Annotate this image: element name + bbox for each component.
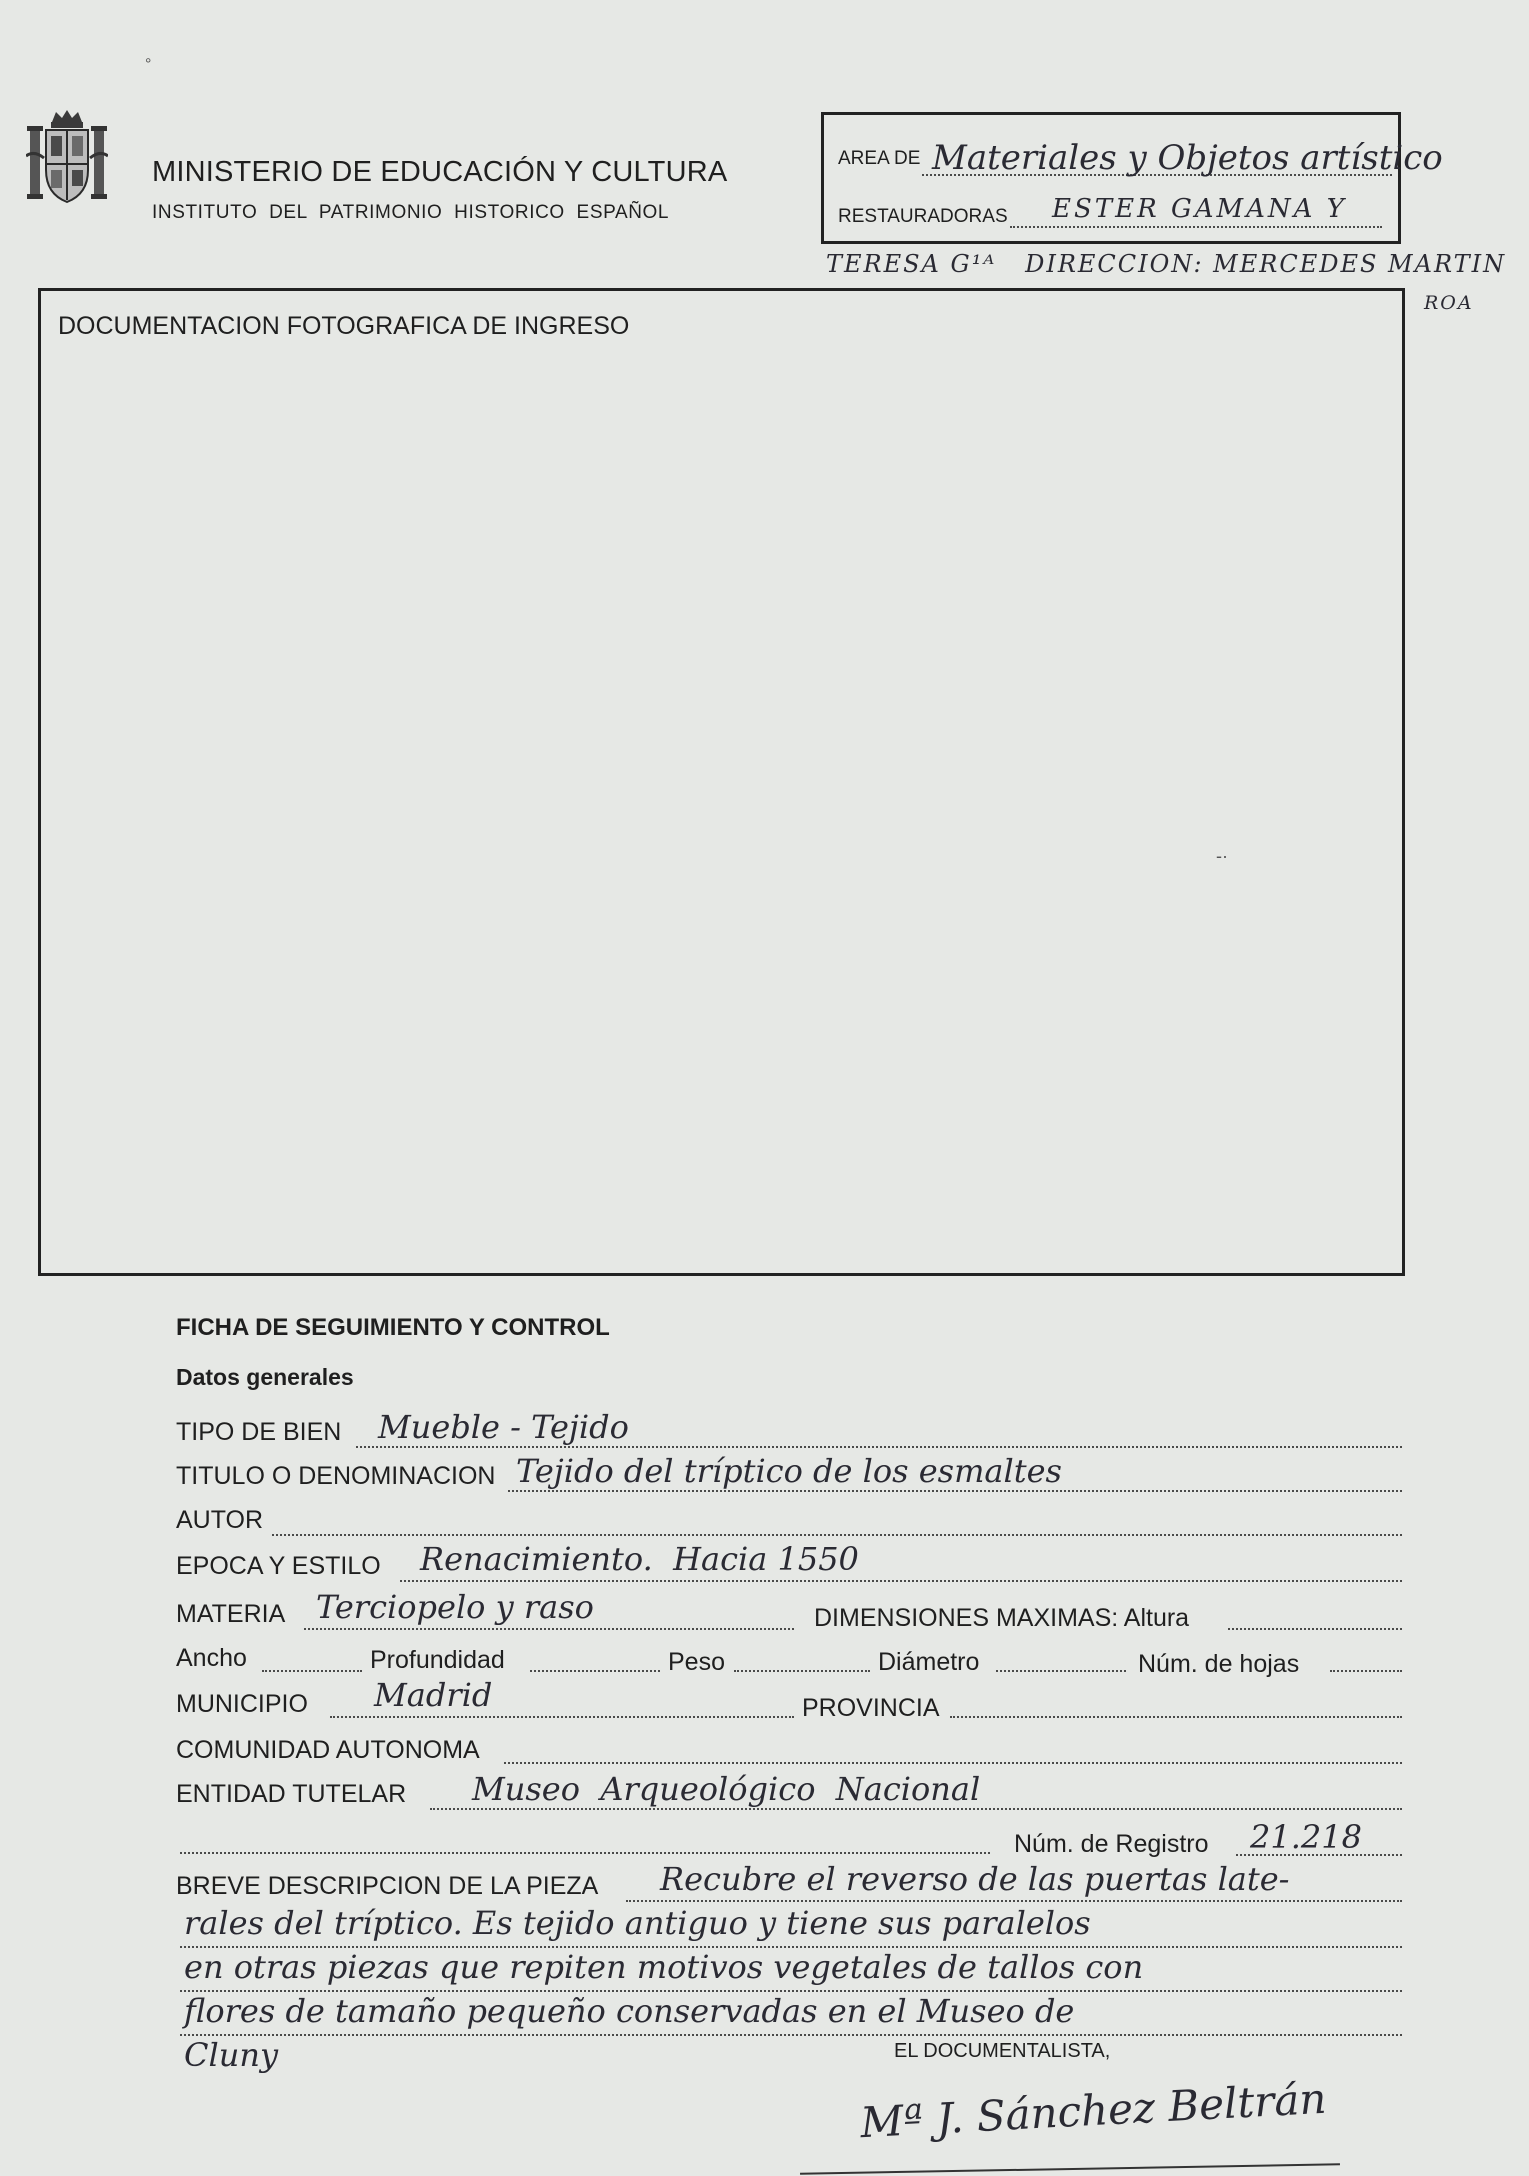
municipio-line [330,1716,794,1718]
peso-label: Peso [668,1648,725,1676]
restauradoras-underline [1010,226,1382,228]
area-label: AREA DE [838,148,921,169]
coat-of-arms-icon [26,108,108,208]
epoca-value: Renacimiento. Hacia 1550 [420,1540,859,1578]
tipo-bien-value: Mueble - Tejido [378,1408,629,1446]
ancho-label: Ancho [176,1644,247,1672]
materia-line [304,1628,794,1630]
titulo-line [508,1490,1402,1492]
documentalista-signature: Mª J. Sánchez Beltrán [859,2073,1328,2148]
registro-value: 21.218 [1250,1818,1362,1856]
num-hojas-line [1330,1670,1402,1672]
restauradoras-value: ESTER GAMANA Y [1052,194,1347,224]
profundidad-label: Profundidad [370,1646,505,1674]
photo-section-title: DOCUMENTACION FOTOGRAFICA DE INGRESO [58,312,630,340]
descripcion-line-5-text: Cluny [184,2036,279,2074]
diametro-line [996,1670,1126,1672]
entidad-label: ENTIDAD TUTELAR [176,1780,407,1808]
epoca-line [400,1580,1402,1582]
tipo-bien-line [356,1446,1402,1448]
autor-label: AUTOR [176,1506,264,1534]
tipo-bien-label: TIPO DE BIEN [176,1418,342,1446]
ficha-title: FICHA DE SEGUIMIENTO Y CONTROL [176,1314,610,1341]
profundidad-line [530,1670,660,1672]
stray-mark: ° [145,56,152,73]
num-hojas-label: Núm. de hojas [1138,1650,1300,1678]
ficha-subtitle: Datos generales [176,1364,354,1390]
autor-line [272,1534,1402,1536]
provincia-label: PROVINCIA [802,1694,940,1722]
comunidad-line [504,1762,1402,1764]
restauradoras-label: RESTAURADORAS [838,206,1008,227]
documentalista-label: EL DOCUMENTALISTA, [894,2040,1111,2062]
epoca-label: EPOCA Y ESTILO [176,1552,381,1580]
peso-line [734,1670,870,1672]
materia-label: MATERIA [176,1600,286,1628]
institute-name: INSTITUTO DEL PATRIMONIO HISTORICO ESPAÑOL [152,202,670,223]
signature-line [800,2163,1340,2174]
altura-line [1228,1628,1402,1630]
descripcion-line-3-text: en otras piezas que repiten motivos vegetales de tallos con [184,1948,1144,1986]
area-value: Materiales y Objetos artístico [932,138,1443,178]
ministry-name: MINISTERIO DE EDUCACIÓN Y CULTURA [152,156,728,188]
comunidad-label: COMUNIDAD AUTONOMA [176,1736,480,1764]
descripcion-line-2-text: rales del tríptico. Es tejido antiguo y tiene sus paralelos [184,1904,1091,1942]
materia-value: Terciopelo y raso [316,1588,594,1626]
municipio-label: MUNICIPIO [176,1690,308,1718]
entidad-value: Museo Arqueológico Nacional [472,1770,981,1808]
municipio-value: Madrid [374,1676,493,1714]
descripcion-line-1 [626,1900,1402,1902]
restauradoras-continuation: TERESA G¹ᴬ DIRECCION: MERCEDES MARTIN [826,250,1507,278]
diametro-label: Diámetro [878,1648,980,1676]
descripcion-line-4-text: flores de tamaño pequeño conservadas en el Museo de [184,1992,1075,2030]
descripcion-label: BREVE DESCRIPCION DE LA PIEZA [176,1872,599,1900]
stray-mark: -· [1216,846,1228,866]
dimensiones-label: DIMENSIONES MAXIMAS: Altura [814,1604,1190,1632]
provincia-line [950,1716,1402,1718]
restauradoras-continuation-2: ROA [1424,292,1474,314]
registro-label: Núm. de Registro [1014,1830,1209,1858]
descripcion-line-4 [180,2034,1402,2036]
descripcion-line-1-text: Recubre el reverso de las puertas late- [660,1860,1290,1898]
titulo-label: TITULO O DENOMINACION [176,1462,496,1490]
entidad-line [430,1808,1402,1810]
titulo-value: Tejido del tríptico de los esmaltes [516,1452,1062,1490]
photo-documentation-box [38,288,1405,1276]
entidad-line-2 [180,1852,990,1854]
ancho-line [262,1670,362,1672]
